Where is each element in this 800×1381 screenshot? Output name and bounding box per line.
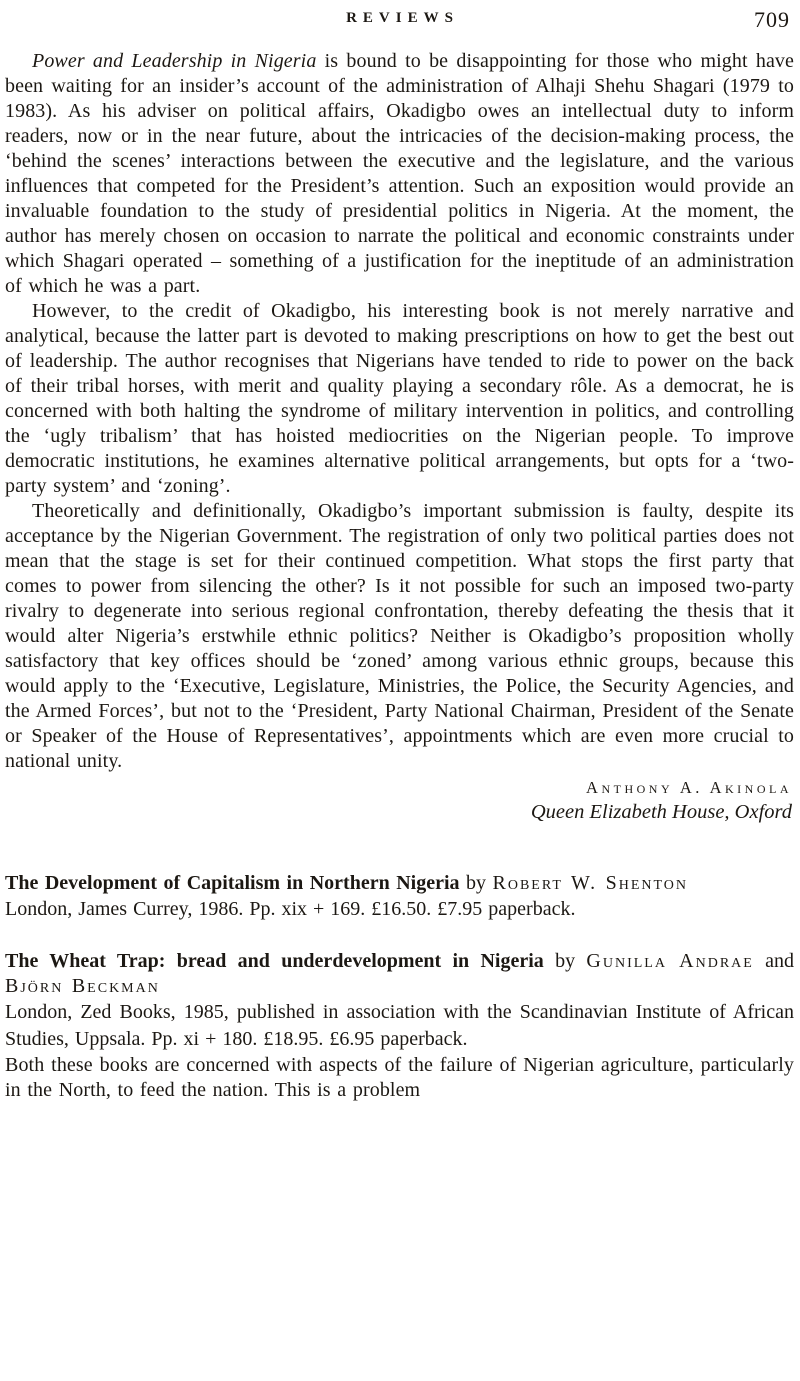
- book-entry-2-heading: [5, 949, 794, 999]
- next-review-opening-paragraph: Both these books are concerned with aspects of the failure of Nigerian agriculture, particularly in the North, to feed the nation. This is a problem: [5, 1054, 794, 1101]
- book-entry-2-imprint: London, Zed Books, 1985, published in association with the Scandinavian Institute of African Studies, Uppsala. Pp. xi + 180. £18.95. £6.95 paperback.: [5, 1001, 794, 1050]
- book-entry-1-author: Robert W. Shenton: [492, 872, 688, 894]
- running-header: [5, 7, 794, 36]
- reviewed-book-title: Power and Leadership in Nigeria: [32, 50, 317, 72]
- book-entry-1-by: by: [466, 872, 487, 894]
- reviewer-name: Anthony A. Akinola: [586, 778, 792, 797]
- book-entry-2-author-1: Gunilla Andrae: [586, 950, 754, 972]
- page-number: 709: [754, 7, 790, 32]
- review-paragraph-2: However, to the credit of Okadigbo, his interesting book is not merely narrative and analytical, because the latter part is devoted to making prescriptions on how to get the best out of leadership. The author recognises that Nigerians have tended to ride to power on the back of their tribal horses, with merit and quality playing a secondary rôle. As a democrat, he is concerned with both halting the syndrome of military intervention in politics, and controlling the ‘ugly tribalism’ that has hoisted mediocrities on the Nigerian people. To improve democratic institutions, he examines alternative political arrangements, but opts for a ‘two-party system’ and ‘zoning’.: [5, 300, 794, 497]
- book-entry-2-conjunction: and: [765, 950, 795, 972]
- book-entry-1-imprint: London, James Currey, 1986. Pp. xix + 169. £16.50. £7.95 paperback.: [5, 898, 576, 920]
- reviewer-signature: [5, 776, 792, 826]
- running-header-title: REVIEWS: [346, 10, 459, 26]
- review-paragraph-3: Theoretically and definitionally, Okadigbo’s important submission is faulty, despite its acceptance by the Nigerian Government. The registration of only two political parties does not mean that the stage is set for their continued competition. What stops the first party that comes to power from silencing the other? Is it not possible for such an imposed two-party rivalry to degenerate into serious regional confrontation, thereby defeating the thesis that it would alter Nigeria’s erstwhile ethnic politics? Neither is Okadigbo’s proposition wholly satisfactory that key offices should be ‘zoned’ among various ethnic groups, because this would apply to the ‘Executive, Legislature, Ministries, the Police, the Security Agencies, and the Armed Forces’, but not to the ‘President, Party National Chairman, President of the Senate or Speaker of the House of Representatives’, appointments which are even more crucial to national unity.: [5, 500, 794, 772]
- book-entry-1-title: The Development of Capitalism in Northern Nigeria: [5, 872, 460, 894]
- book-entry-2-author-2: Björn Beckman: [5, 975, 160, 997]
- review-paragraph-1-text: is bound to be disappointing for those who might have been waiting for an insider’s account of the administration of Alhaji Shehu Shagari (1979 to 1983). As his adviser on political affairs, Okadigbo owes an intellectual duty to inform readers, now or in the near future, about the intricacies of the decision-making process, the ‘behind the scenes’ interactions between the executive and the legislature, and the various influences that competed for the President’s attention. Such an exposition would provide an invaluable foundation to the study of presidential politics in Nigeria. At the moment, the author has merely chosen on occasion to narrate the political and economic constraints under which Shagari operated – something of a justification for the ineptitude of an administration of which he was a part.: [5, 50, 794, 297]
- book-entry-2: [5, 949, 794, 1053]
- review-paragraph-1: [5, 49, 794, 299]
- book-entry-1-heading: [5, 871, 794, 896]
- reviewer-affiliation: Queen Elizabeth House, Oxford: [530, 801, 792, 823]
- book-entry-2-title: The Wheat Trap: bread and underdevelopment in Nigeria: [5, 950, 544, 972]
- review-text: [5, 49, 794, 774]
- book-entry-2-by: by: [555, 950, 576, 972]
- book-entry-1: [5, 871, 794, 923]
